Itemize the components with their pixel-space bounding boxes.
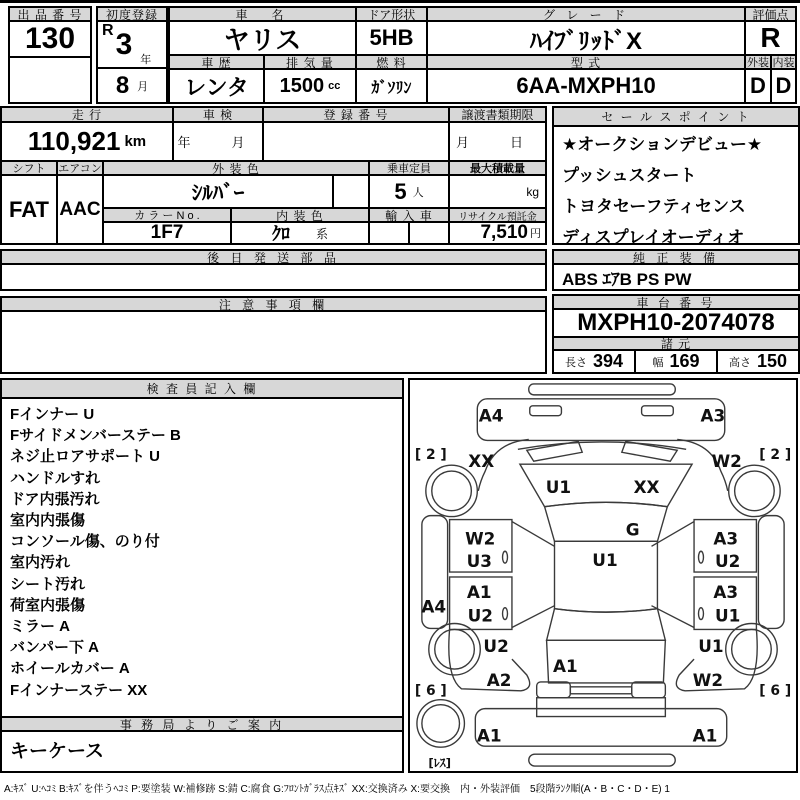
damage-mark: U1	[715, 605, 741, 626]
max-load-value: kg	[448, 174, 547, 209]
displacement-unit: cc	[328, 80, 341, 92]
damage-mark: A1	[692, 725, 718, 746]
interior-grade-label: 内装	[770, 54, 797, 70]
exterior-color-subcell	[332, 174, 370, 209]
shaken-value: 年 月	[172, 121, 264, 162]
width-value: 169	[669, 351, 700, 371]
equipment-value: ABS ｴｱB PS PW	[552, 263, 800, 291]
displacement-value	[263, 68, 357, 104]
front-wheel-right-inner	[735, 471, 775, 511]
damage-mark: G	[625, 519, 640, 540]
displacement-number: 1500	[279, 74, 325, 97]
top-border	[0, 0, 800, 3]
damage-mark: W2	[692, 669, 724, 690]
aircon-label: エアコン	[56, 160, 104, 176]
legend-text: A:ｷｽﾞ U:ﾍｺﾐ B:ｷｽﾞを伴うﾍｺﾐ P:要塗装 W:補修跡 S:錆 C:腐食 G:ﾌﾛﾝﾄｶﾞﾗｽ点ｷｽﾞ XX:交換済み X:要交換 内・外装評価 5段階ﾗﾝｸ順(A・B・C・D・E) 1	[4, 784, 670, 795]
spare-tire-inner	[422, 705, 460, 743]
inspector-note: ネジ止ロアサポート U	[10, 448, 161, 466]
capacity-unit: 人	[412, 186, 424, 199]
inspector-note: シート汚れ	[10, 575, 86, 593]
door-handle	[699, 551, 704, 563]
caution-box	[0, 310, 547, 374]
fuel-value: ｶﾞｿﾘﾝ	[355, 68, 428, 104]
inspector-note: Fサイドメンバーステー B	[10, 427, 181, 445]
car-damage-diagram	[408, 378, 798, 773]
recycle-deposit-value	[448, 221, 547, 245]
first-registration-label: 初度登録	[96, 6, 168, 22]
taillight-right	[632, 682, 666, 698]
front-wheel-left-outer	[426, 465, 477, 516]
damage-mark: A3	[713, 581, 739, 602]
sales-point-line: トヨタセーフティセンス	[562, 197, 746, 216]
mileage-value	[0, 121, 174, 162]
shaken-label: 車 検	[172, 106, 264, 123]
door-shape-value: 5HB	[355, 20, 428, 56]
height-value: 150	[756, 351, 788, 371]
rear-wheel-left-outer	[429, 624, 480, 675]
damage-mark: A4	[478, 405, 504, 426]
lot-empty-box	[8, 56, 92, 104]
mileage-label: 走 行	[0, 106, 174, 123]
spare-tire-mark: [ﾚｽ]	[428, 756, 452, 771]
damage-marks	[415, 406, 791, 770]
length-value: 394	[592, 351, 624, 371]
rear-bumper	[475, 709, 726, 747]
damage-mark: U2	[715, 551, 741, 572]
shift-value: FAT	[0, 174, 58, 245]
capacity-value	[368, 174, 450, 209]
max-load-label: 最大積載量	[448, 160, 547, 176]
inspector-panel	[0, 378, 404, 718]
import-subcell-2	[408, 221, 450, 245]
inspector-note: 荷室内張傷	[10, 596, 86, 614]
later-parts-box	[0, 263, 547, 291]
sales-point-line: ★オークションデビュー★	[562, 135, 763, 154]
inspector-note: ドア内張汚れ	[10, 490, 100, 508]
car-history-label: 車 歴	[168, 54, 265, 70]
month-value: 8	[115, 71, 130, 99]
fuel-label: 燃 料	[355, 54, 428, 70]
year-unit: 年	[140, 54, 152, 66]
recycle-deposit-number: 7,510	[480, 222, 528, 243]
inspector-note: 室内汚れ	[10, 554, 71, 572]
damage-mark: U1	[592, 550, 618, 571]
tire-depth-mark: [ 2 ]	[414, 447, 447, 464]
specs-label: 諸 元	[552, 336, 800, 351]
inspector-note: ハンドルすれ	[10, 469, 101, 487]
rear-wheel-right-inner	[732, 629, 772, 669]
caution-label: 注 意 事 項 欄	[0, 296, 547, 312]
inspector-note: コンソール傷、のり付	[10, 533, 160, 551]
sales-point-line: プッシュスタート	[562, 166, 697, 185]
inspector-note: ホイールカバー A	[10, 660, 130, 678]
taillight-left	[537, 682, 571, 698]
aircon-value: AAC	[56, 174, 104, 245]
headlight-left	[530, 406, 562, 416]
damage-mark: XX	[468, 451, 495, 472]
transfer-deadline-value: 月 日	[448, 121, 547, 162]
front-wheel-right-outer	[729, 465, 780, 516]
door-handle	[699, 608, 704, 620]
color-number-value: 1F7	[102, 221, 232, 245]
damage-mark: U2	[467, 605, 493, 626]
tire-depth-mark: [ 6 ]	[414, 682, 447, 699]
sales-points-panel	[552, 106, 800, 245]
damage-mark: A1	[466, 581, 492, 602]
damage-mark: A4	[421, 596, 447, 617]
rear-wheel-left-inner	[435, 629, 475, 669]
grade-value: ﾊｲﾌﾞﾘｯﾄﾞX	[426, 20, 746, 56]
car-diagram-svg	[410, 380, 796, 771]
first-registration-month	[96, 67, 168, 104]
tire-depth-mark: [ 2 ]	[759, 447, 792, 464]
office-notice-label: 事 務 局 よ り ご 案 内	[0, 716, 404, 732]
exterior-grade-value: D	[744, 68, 772, 104]
fold-line	[512, 606, 555, 628]
model-code-value: 6AA-MXPH10	[426, 68, 746, 104]
capacity-number: 5	[394, 178, 407, 204]
capacity-label: 乗車定員	[368, 160, 450, 176]
inspector-title: 検 査 員 記 入 欄	[2, 380, 402, 399]
lot-number-value: 130	[8, 20, 92, 58]
import-subcell-1	[368, 221, 410, 245]
height-label: 高さ	[728, 356, 751, 369]
damage-mark: A1	[553, 656, 578, 676]
later-parts-label: 後 日 発 送 部 品	[0, 249, 547, 265]
rear-window	[547, 609, 666, 641]
taillight-bar	[570, 687, 631, 694]
damage-mark: W2	[711, 451, 742, 472]
front-wheel-left-inner	[432, 471, 472, 511]
interior-grade-value: D	[770, 68, 797, 104]
door-handle	[503, 608, 508, 620]
recycle-deposit-label: リサイクル預託金	[448, 207, 547, 223]
fold-line	[512, 522, 555, 547]
color-number-label: カ ラ ー N o .	[102, 207, 232, 223]
equipment-label: 純 正 装 備	[552, 249, 800, 265]
damage-mark: A3	[700, 405, 726, 426]
sales-point-line: ディスプレイオーディオ	[562, 228, 745, 247]
exterior-color-value: ｼﾙﾊﾞｰ	[102, 174, 334, 209]
car-name-label: 車 名	[168, 6, 357, 22]
mileage-unit: km	[124, 133, 147, 150]
displacement-label: 排 気 量	[263, 54, 357, 70]
tailgate-lower	[537, 698, 666, 717]
mileage-number: 110,921	[27, 126, 121, 156]
damage-mark: A1	[476, 725, 502, 746]
interior-color-suffix: 系	[315, 226, 328, 241]
door-shape-label: ドア形状	[355, 6, 428, 22]
inspector-note: Fインナーステー XX	[10, 681, 148, 699]
fold-line	[651, 522, 694, 547]
door-handle	[503, 551, 508, 563]
shift-label: シフト	[0, 160, 58, 176]
damage-mark: U1	[545, 476, 572, 497]
interior-color-label: 内 装 色	[230, 207, 370, 223]
sill-right	[758, 516, 784, 629]
damage-mark: A3	[713, 528, 739, 549]
lot-number-label: 出 品 番 号	[8, 6, 92, 22]
office-notice-value: キーケース	[0, 730, 404, 773]
model-code-label: 型 式	[426, 54, 746, 70]
spec-length	[552, 349, 636, 374]
interior-color-name: ｸﾛ	[271, 224, 290, 244]
sales-points-title: セ ー ル ス ポ イ ン ト	[554, 108, 798, 127]
month-unit: 月	[137, 80, 149, 93]
car-outline	[414, 384, 784, 766]
inspector-note: ミラー A	[10, 618, 71, 636]
damage-mark: U3	[466, 551, 492, 572]
import-label: 輸 入 車	[368, 207, 450, 223]
hood-lower	[545, 502, 668, 541]
rear-bumper-strip	[529, 754, 675, 766]
spec-width	[634, 349, 718, 374]
cowl-line	[518, 442, 686, 449]
year-value: 3	[115, 27, 133, 61]
length-label: 長さ	[564, 356, 587, 369]
score-label: 評価点	[744, 6, 797, 22]
interior-color-value	[230, 221, 370, 245]
registration-number-value	[262, 121, 450, 162]
registration-number-label: 登 録 番 号	[262, 106, 450, 123]
tire-depth-mark: [ 6 ]	[759, 682, 792, 699]
car-history-value: レンタ	[168, 68, 265, 104]
transfer-deadline-label: 譲渡書類期限	[448, 106, 547, 123]
exterior-color-label: 外 装 色	[102, 160, 370, 176]
score-value: R	[744, 20, 797, 56]
recycle-deposit-unit: 円	[530, 228, 541, 240]
damage-mark: XX	[633, 476, 660, 497]
fold-line	[651, 606, 694, 628]
headlight-right	[642, 406, 674, 416]
spec-height	[716, 349, 800, 374]
grade-label: グ レ ー ド	[426, 6, 746, 22]
chassis-number-value: MXPH10-2074078	[552, 308, 800, 338]
inspector-note: バンパー下 A	[10, 639, 99, 657]
damage-mark: A2	[486, 669, 512, 690]
damage-mark: W2	[465, 528, 496, 549]
rear-wheel-right-outer	[726, 624, 777, 675]
exterior-grade-label: 外装	[744, 54, 772, 70]
era-value: R	[102, 22, 114, 39]
width-label: 幅	[652, 356, 664, 369]
car-name-value: ヤリス	[168, 20, 357, 56]
front-panel	[477, 399, 724, 441]
spare-tire-outer	[417, 700, 465, 748]
first-registration-year	[96, 20, 168, 69]
damage-mark: U1	[698, 636, 724, 657]
front-bumper-strip	[529, 384, 675, 395]
damage-mark: U2	[483, 636, 509, 657]
inspector-note: 室内内張傷	[10, 512, 86, 530]
chassis-number-label: 車 台 番 号	[552, 294, 800, 310]
inspector-note: Fインナー U	[10, 406, 95, 423]
